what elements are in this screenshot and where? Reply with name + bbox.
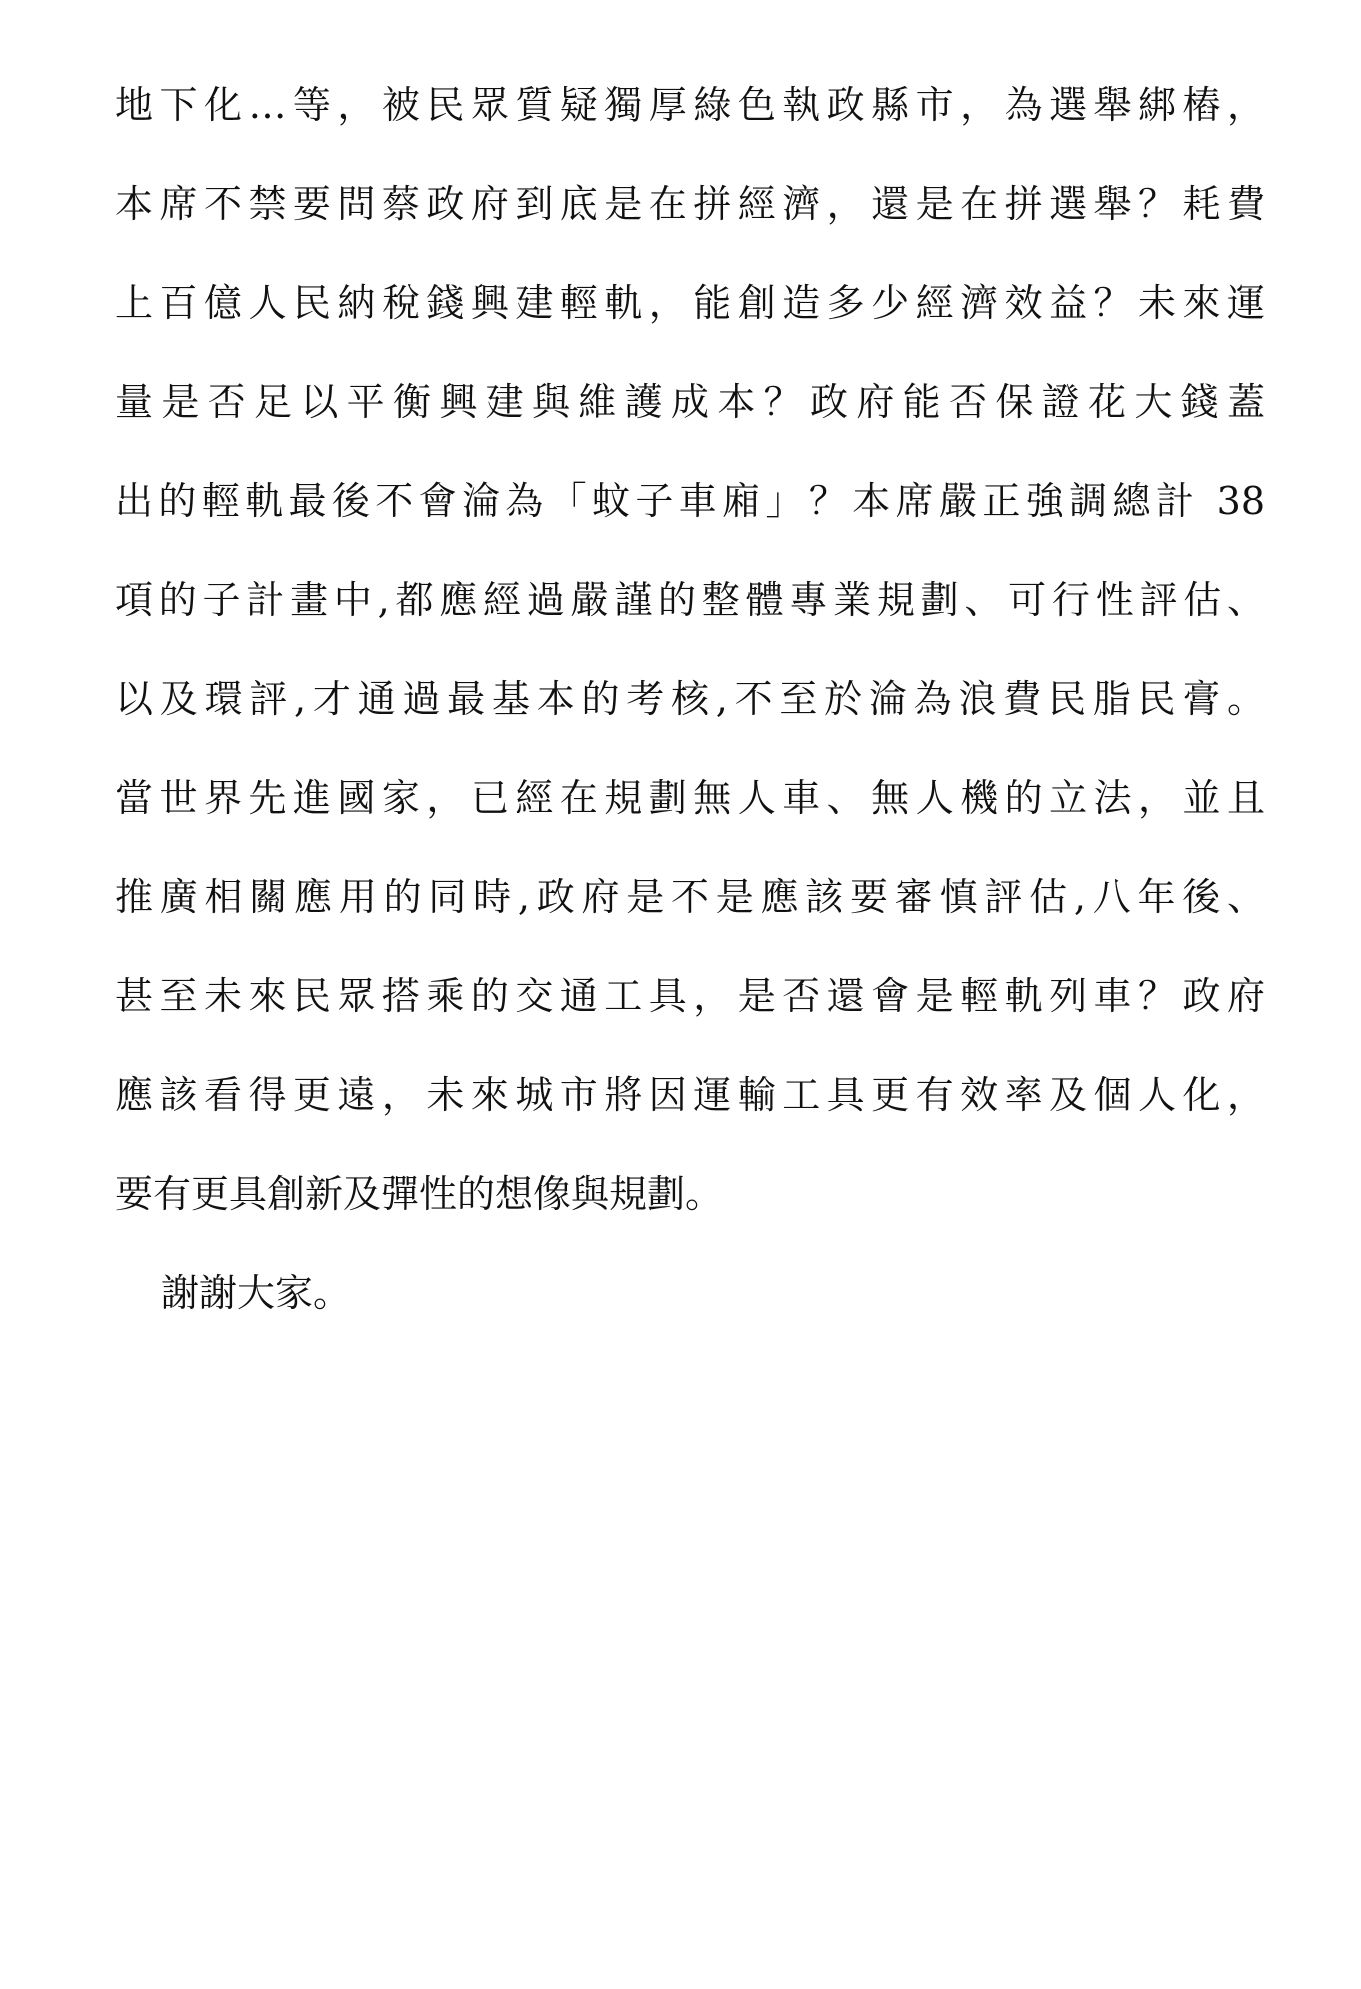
text-line: 當世界先進國家，已經在規劃無人車、無人機的立法，並且 <box>115 776 1265 820</box>
body-text <box>115 56 1265 1343</box>
text-line: 項的子計畫中,都應經過嚴謹的整體專業規劃、可行性評估、 <box>115 578 1265 622</box>
text-line: 出的輕軌最後不會淪為「蚊子車廂」？本席嚴正強調總計 38 <box>115 479 1265 523</box>
text-line: 應該看得更遠，未來城市將因運輸工具更有效率及個人化， <box>115 1073 1265 1117</box>
text-line: 本席不禁要問蔡政府到底是在拼經濟，還是在拼選舉？耗費 <box>115 182 1265 226</box>
text-line: 要有更具創新及彈性的想像與規劃。 <box>115 1172 724 1216</box>
closing-line: 謝謝大家。 <box>161 1271 352 1315</box>
text-line: 甚至未來民眾搭乘的交通工具，是否還會是輕軌列車？政府 <box>115 974 1265 1018</box>
text-line: 以及環評,才通過最基本的考核,不至於淪為浪費民脂民膏。 <box>115 677 1265 721</box>
text-line: 地下化…等，被民眾質疑獨厚綠色執政縣市，為選舉綁樁， <box>115 83 1265 127</box>
text-line: 量是否足以平衡興建與維護成本？政府能否保證花大錢蓋 <box>115 380 1265 424</box>
text-line: 上百億人民納稅錢興建輕軌，能創造多少經濟效益？未來運 <box>115 281 1265 325</box>
text-line: 推廣相關應用的同時,政府是不是應該要審慎評估,八年後、 <box>115 875 1265 919</box>
